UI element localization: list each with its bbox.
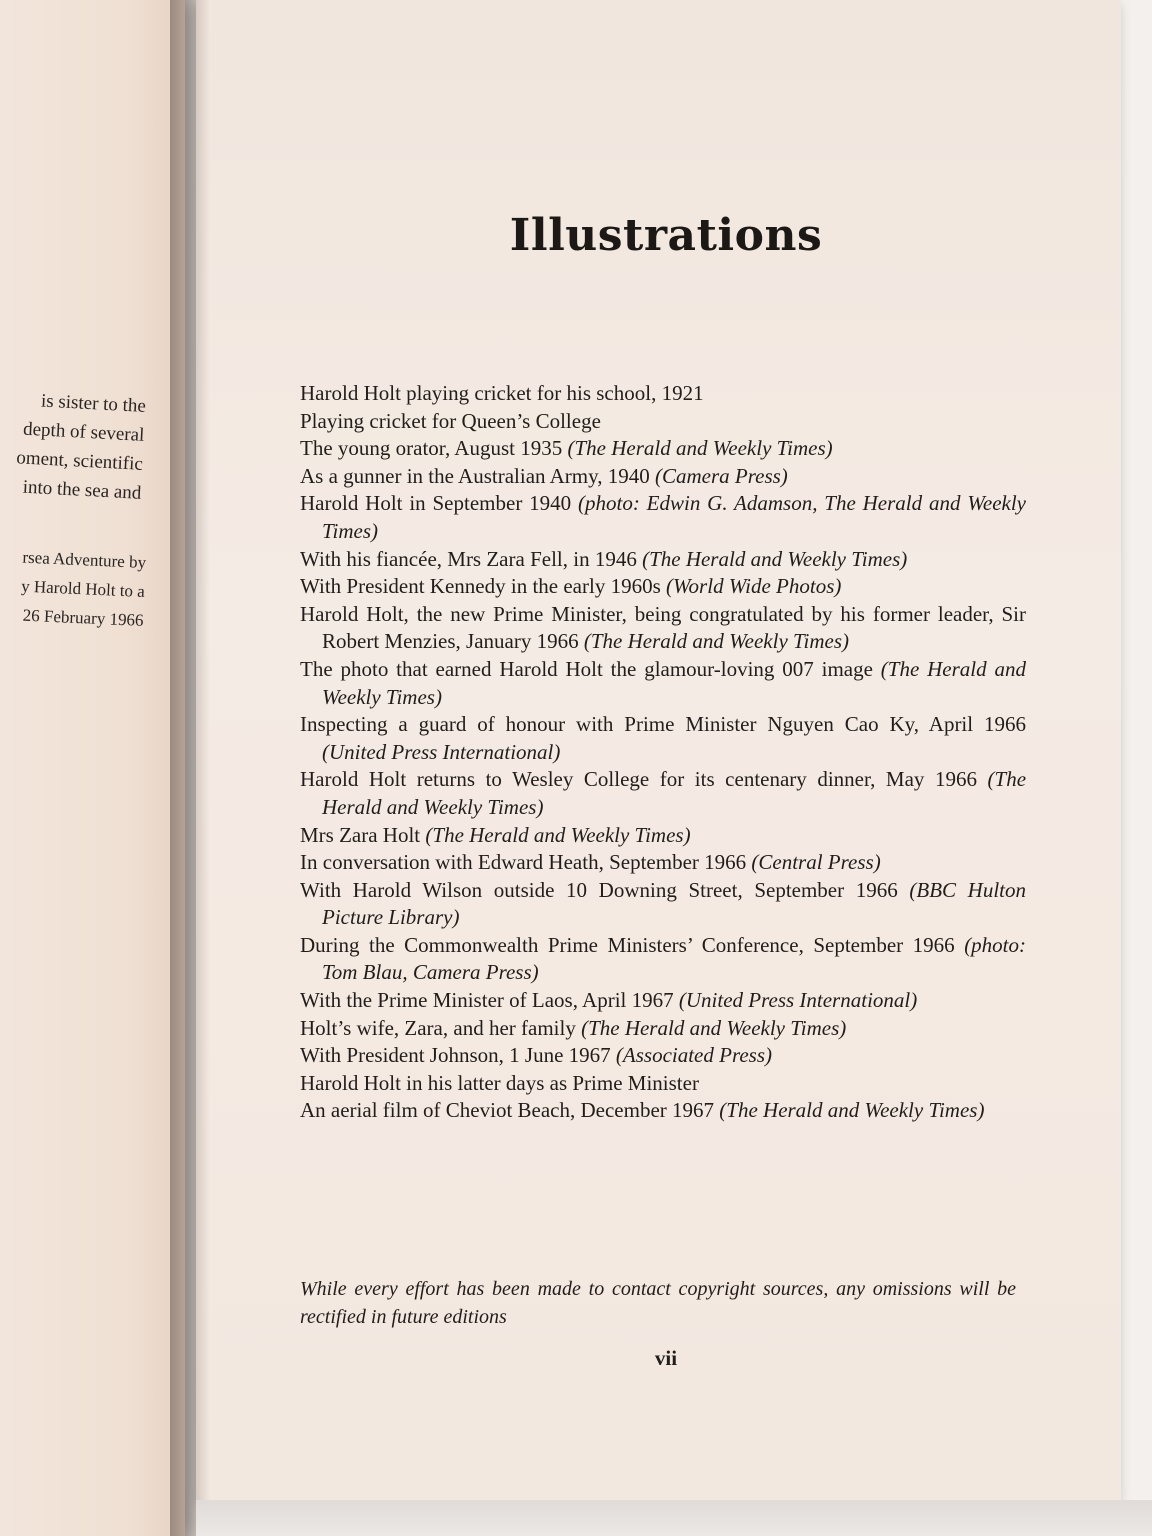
illustration-credit: (photo: Edwin G. Adamson, The Herald and Weekly Times) xyxy=(322,491,1026,543)
illustration-entry xyxy=(300,573,1026,601)
illustration-credit: (The Herald and Weekly Times) xyxy=(581,1015,847,1040)
illustration-caption: With President Kennedy in the early 1960s xyxy=(300,574,661,599)
illustration-caption: As a gunner in the Australian Army, 1940 xyxy=(300,463,650,488)
page-number: vii xyxy=(654,1346,678,1370)
illustration-caption: In conversation with Edward Heath, September 1966 xyxy=(300,850,747,875)
illustration-caption: With the Prime Minister of Laos, April 1967 xyxy=(300,988,674,1013)
previous-page-line: rsea Adventure by xyxy=(22,547,147,572)
copyright-note: While every effort has been made to contact copyright sources, any omissions will be rectified in future editions xyxy=(300,1278,1016,1328)
illustration-caption: With his fiancée, Mrs Zara Fell, in 1946 xyxy=(300,546,637,571)
illustration-caption: Mrs Zara Holt xyxy=(300,822,421,847)
illustration-entry xyxy=(300,849,1026,877)
previous-page-line: oment, scientific xyxy=(16,447,144,475)
illustration-entry xyxy=(300,546,1026,574)
illustration-entry xyxy=(300,1070,1026,1098)
previous-page-line: into the sea and xyxy=(22,476,143,504)
illustration-credit: (The Herald and Weekly Times) xyxy=(583,629,850,654)
illustration-caption: Harold Holt playing cricket for his school, 1921 xyxy=(300,381,704,405)
illustration-credit: (World Wide Photos) xyxy=(666,574,842,599)
illustration-entry xyxy=(300,1097,1026,1125)
previous-page-text-bottom xyxy=(20,543,147,635)
illustration-credit: (The Herald and Weekly Times) xyxy=(322,767,1027,819)
illustration-credit: (BBC Hulton Picture Library) xyxy=(322,877,1026,930)
illustration-entry xyxy=(300,1015,1026,1043)
illustration-caption: Playing cricket for Queen’s College xyxy=(300,408,601,433)
previous-page-line: y Harold Holt to a xyxy=(21,576,146,601)
illustration-caption: During the Commonwealth Prime Ministers’ Conference, September 1966 xyxy=(300,932,955,957)
illustration-caption: With President Johnson, 1 June 1967 xyxy=(300,1043,611,1068)
illustration-entry xyxy=(300,932,1026,987)
illustration-entry xyxy=(300,463,1026,491)
illustration-entry xyxy=(300,1042,1026,1070)
illustration-credit: (photo: Tom Blau, Camera Press) xyxy=(322,932,1027,985)
illustration-entry xyxy=(300,601,1026,656)
page-edge-shadow xyxy=(196,1500,1152,1536)
illustration-caption: The photo that earned Harold Holt the glamour-loving 007 image xyxy=(300,656,873,681)
illustration-entry xyxy=(300,877,1026,932)
previous-page-line: 26 February 1966 xyxy=(22,605,145,630)
illustration-entry xyxy=(300,380,1026,408)
illustration-caption: With Harold Wilson outside 10 Downing Street, September 1966 xyxy=(300,877,898,902)
illustration-caption: The young orator, August 1935 xyxy=(300,436,563,461)
previous-page-line: depth of several xyxy=(22,418,146,446)
illustration-credit: (The Herald and Weekly Times) xyxy=(322,656,1026,709)
illustration-credit: (United Press International) xyxy=(322,739,561,764)
illustration-entry xyxy=(300,711,1026,766)
illustrations-list xyxy=(300,380,1026,1125)
illustration-caption: Inspecting a guard of honour with Prime Minister Nguyen Cao Ky, April 1966 xyxy=(300,712,1026,737)
illustration-entry xyxy=(300,987,1026,1015)
illustration-credit: (The Herald and Weekly Times) xyxy=(425,822,691,847)
illustration-entry xyxy=(300,766,1026,821)
previous-page-text-top xyxy=(14,385,147,507)
illustration-caption: Harold Holt in September 1940 xyxy=(300,491,572,516)
illustration-credit: (The Herald and Weekly Times) xyxy=(642,546,908,571)
illustration-caption: Harold Holt in his latter days as Prime Minister xyxy=(300,1070,699,1095)
illustration-caption: An aerial film of Cheviot Beach, December 1967 xyxy=(300,1098,715,1123)
illustration-credit: (United Press International) xyxy=(678,988,918,1013)
illustration-entry xyxy=(300,408,1026,436)
illustration-credit: (Associated Press) xyxy=(615,1043,773,1068)
illustrations-page xyxy=(196,0,1121,1500)
illustration-credit: (Camera Press) xyxy=(655,463,788,488)
illustration-entry xyxy=(300,822,1026,850)
illustration-entry xyxy=(300,490,1026,545)
illustration-caption: Holt’s wife, Zara, and her family xyxy=(300,1015,576,1040)
illustration-caption: Harold Holt, the new Prime Minister, being congratulated by his former leader, Sir Robert Menzies, January 1966 xyxy=(300,601,1026,654)
illustration-entry xyxy=(300,435,1026,463)
illustration-caption: Harold Holt returns to Wesley College for its centenary dinner, May 1966 xyxy=(300,767,977,792)
illustration-credit: (The Herald and Weekly Times) xyxy=(567,436,833,461)
illustration-credit: (Central Press) xyxy=(751,850,881,875)
illustration-entry xyxy=(300,656,1026,711)
page-title: Illustrations xyxy=(509,210,823,261)
previous-page xyxy=(0,0,185,1536)
previous-page-line: is sister to the xyxy=(40,390,147,417)
illustration-credit: (The Herald and Weekly Times) xyxy=(719,1098,985,1123)
gutter-shadow xyxy=(170,0,210,1536)
